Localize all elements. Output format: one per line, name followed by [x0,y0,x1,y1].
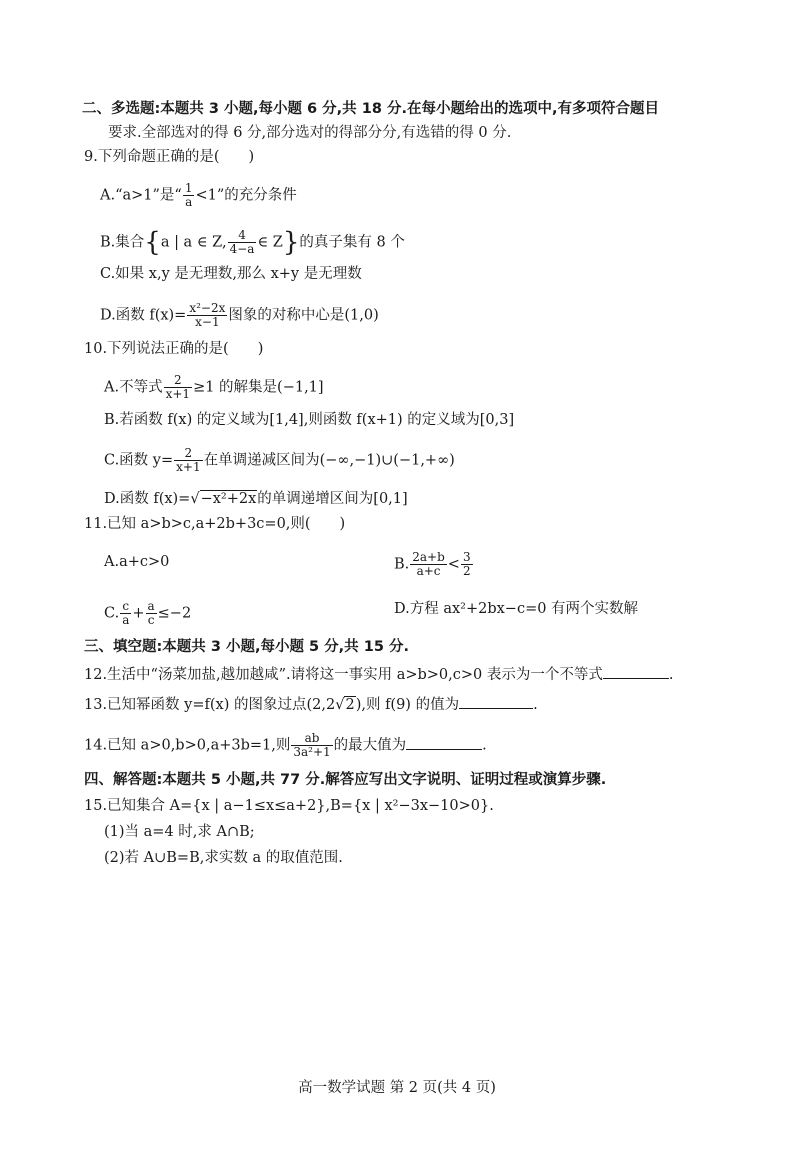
section-fill-in-heading: 三、填空题:本题共 3 小题,每小题 5 分,共 15 分. [84,639,409,655]
q14-fraction [291,732,332,759]
q11b-fraction-2 [461,551,473,578]
q11c-fraction-2 [146,600,157,627]
q9d-den: x−1 [195,315,220,329]
sqrt-symbol: √ [335,697,345,713]
question-10-option-d [104,490,408,508]
q9b-den: 4−a [229,242,255,256]
question-9-stem: 9.下列命题正确的是( ) [84,149,255,165]
q9a-fraction [183,182,195,209]
question-9-option-b [100,229,405,256]
q10c-num: 2 [174,447,202,461]
q10d-radicand: −x²+2x [200,491,257,507]
q11c-den2: c [147,613,155,627]
left-brace: { [144,227,161,258]
q11c-den1: a [122,613,130,627]
q14-den: 3a²+1 [293,745,331,759]
q9a-pre: A.“a>1”是“ [100,187,182,204]
answer-blank-12[interactable] [603,664,669,679]
q10c-den: x+1 [176,460,201,474]
question-9-option-a [100,182,297,209]
q11c-num1: c [120,600,131,614]
question-10-stem: 10.下列说法正确的是( ) [84,341,264,357]
sqrt-symbol: √ [190,491,200,507]
q11c-num2: a [147,599,155,613]
question-15-part-2: (2)若 A∪B=B,求实数 a 的取值范围. [104,850,343,866]
q11c-pre: C. [104,605,120,622]
q14-num: ab [291,732,332,746]
section-solution-heading: 四、解答题:本题共 5 小题,共 77 分.解答应写出文字说明、证明过程或演算步骤. [84,772,607,788]
q12-text: 12.生活中“汤菜加盐,越加越咸”.请将这一事实用 a>b>0,c>0 表示为一个不等式 [84,667,603,683]
question-15-stem: 15.已知集合 A={x | a−1≤x≤a+2},B={x | x²−3x−10>0}. [84,798,494,814]
question-10-option-a [104,374,324,401]
question-11-option-a: A.a+c>0 [104,554,170,570]
section-multiple-choice-heading: 二、多选题:本题共 3 小题,每小题 6 分,共 18 分.在每小题给出的选项中,有多项符合题目 [82,101,659,117]
q9d-fraction [187,302,227,329]
q14-pre: 14.已知 a>0,b>0,a+3b=1,则 [84,737,291,754]
q9b-set-left: a | a ∈ Z, [160,234,227,251]
q9d-num: x²−2x [189,301,226,315]
q10a-post: ≥1 的解集是(−1,1] [193,379,324,396]
q11b-den2: 2 [462,564,471,578]
q10d-post: 的单调递增区间为[0,1] [257,491,408,507]
q11b-num2: 3 [462,550,471,564]
question-9-option-c: C.如果 x,y 是无理数,那么 x+y 是无理数 [100,266,362,282]
q10a-pre: A.不等式 [104,379,163,396]
q14-end: . [482,737,487,754]
question-13 [84,694,538,714]
page-footer: 高一数学试题 第 2 页(共 4 页) [298,1080,496,1096]
q13-radicand: 2 [345,697,355,713]
q9d-pre: D.函数 f(x)= [100,307,187,324]
q10a-fraction [164,374,192,401]
q11b-pre: B. [394,556,410,573]
q14-mid: 的最大值为 [333,737,407,754]
q13-end: . [533,697,538,713]
q9a-den: a [185,195,193,209]
q11b-mid: < [447,556,460,573]
q13-mid: ),则 f(9) 的值为 [355,697,460,713]
q11c-mid: + [132,605,145,622]
q11b-den1: a+c [416,564,441,578]
q13-pre: 13.已知幂函数 y=f(x) 的图象过点(2,2 [84,697,336,713]
answer-blank-14[interactable] [406,735,482,750]
q11b-num1: 2a+b [412,550,445,564]
question-10-option-b: B.若函数 f(x) 的定义域为[1,4],则函数 f(x+1) 的定义域为[0,3] [104,412,515,428]
q9b-pre: B.集合 [100,234,145,251]
q12-end: . [668,667,674,683]
q10a-num: 2 [164,374,192,388]
question-11-stem: 11.已知 a>b>c,a+2b+3c=0,则( ) [84,516,346,532]
q10c-pre: C.函数 y= [104,452,174,469]
q10d-pre: D.函数 f(x)= [104,491,191,507]
question-10-option-c [104,447,455,474]
q11b-fraction-1 [410,551,447,578]
q10c-fraction [174,447,202,474]
question-11-option-c [104,600,191,627]
q9a-post: <1”的充分条件 [195,187,297,204]
question-9-option-d [100,302,379,329]
question-11-option-b [394,551,474,578]
q9b-num: 4 [228,229,257,243]
q9d-post: 图象的对称中心是(1,0) [228,307,379,324]
q9a-num: 1 [184,181,193,195]
question-14 [84,732,487,759]
q9b-post: 的真子集有 8 个 [299,234,405,251]
answer-blank-13[interactable] [459,694,533,709]
q11c-fraction-1 [120,600,131,627]
question-15-part-1: (1)当 a=4 时,求 A∩B; [104,824,255,840]
q9b-set-right: ∈ Z [257,234,283,251]
right-brace: } [282,227,300,258]
question-12 [84,664,674,684]
q9b-fraction [228,229,257,256]
section-multiple-choice-instructions: 要求.全部选对的得 6 分,部分选对的得部分分,有选错的得 0 分. [108,125,512,141]
question-11-option-d: D.方程 ax²+2bx−c=0 有两个实数解 [394,601,639,617]
q10a-den: x+1 [165,387,191,401]
q10c-post: 在单调递减区间为(−∞,−1)∪(−1,+∞) [203,452,455,469]
q11c-post: ≤−2 [157,605,192,622]
